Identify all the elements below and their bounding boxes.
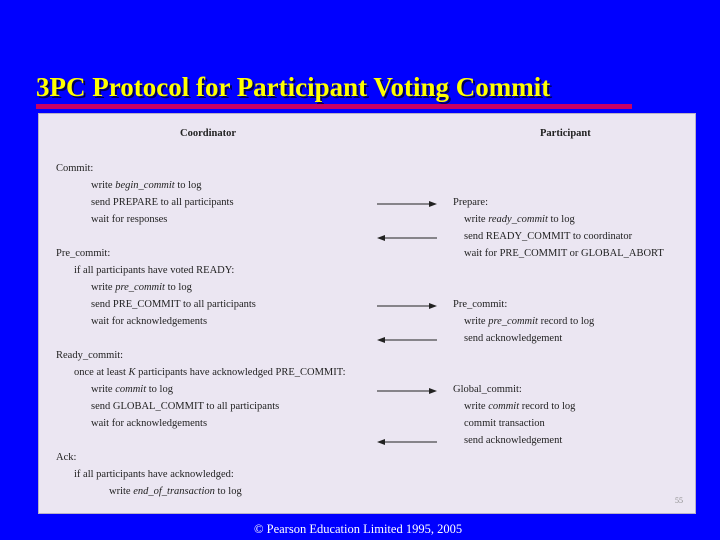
part-prepare-line-3: wait for PRE_COMMIT or GLOBAL_ABORT bbox=[464, 248, 664, 259]
arrow-precommit-ack-to-coordinator bbox=[377, 337, 437, 343]
part-globalcommit-line-2: commit transaction bbox=[464, 418, 545, 429]
title-underline bbox=[36, 104, 632, 109]
coord-precommit-line-3: wait for acknowledgements bbox=[91, 316, 208, 327]
coord-precommit-condition: if all participants have voted READY: bbox=[74, 265, 235, 276]
coord-commit-label: Commit: bbox=[56, 163, 94, 174]
slide-title: 3PC Protocol for Participant Voting Commit bbox=[36, 72, 551, 102]
coord-readycommit-line-3: wait for acknowledgements bbox=[91, 418, 208, 429]
protocol-diagram-panel bbox=[38, 113, 696, 514]
coord-ack-line-1: write end_of_transaction to log bbox=[109, 486, 242, 497]
arrow-precommit-to-participant bbox=[377, 303, 437, 309]
coord-ack-label: Ack: bbox=[56, 452, 77, 463]
coord-precommit-line-1: write pre_commit to log bbox=[91, 282, 192, 293]
part-prepare-label: Prepare: bbox=[453, 197, 488, 208]
part-precommit-line-1: write pre_commit record to log bbox=[464, 316, 595, 327]
part-precommit-label: Pre_commit: bbox=[453, 299, 508, 310]
coord-precommit-label: Pre_commit: bbox=[56, 248, 111, 259]
arrow-global-commit-to-participant bbox=[377, 388, 437, 394]
coord-commit-line-2: send PREPARE to all participants bbox=[91, 197, 234, 208]
arrow-prepare-to-participant bbox=[377, 201, 437, 207]
arrow-ready-to-coordinator bbox=[377, 235, 437, 241]
coord-readycommit-line-1: write commit to log bbox=[91, 384, 173, 395]
participant-header: Participant bbox=[540, 128, 591, 139]
part-globalcommit-line-1: write commit record to log bbox=[464, 401, 576, 412]
part-prepare-line-1: write ready_commit to log bbox=[464, 214, 575, 225]
coord-precommit-line-2: send PRE_COMMIT to all participants bbox=[91, 299, 256, 310]
coord-readycommit-condition: once at least K participants have acknowledged PRE_COMMIT: bbox=[74, 367, 346, 378]
coord-ack-condition: if all participants have acknowledged: bbox=[74, 469, 234, 480]
part-globalcommit-line-3: send acknowledgement bbox=[464, 435, 563, 446]
coord-readycommit-line-2: send GLOBAL_COMMIT to all participants bbox=[91, 401, 280, 412]
part-globalcommit-label: Global_commit: bbox=[453, 384, 522, 395]
slide-number: 55 bbox=[675, 496, 683, 505]
coordinator-header: Coordinator bbox=[180, 128, 236, 139]
coord-commit-line-3: wait for responses bbox=[91, 214, 168, 225]
coord-readycommit-label: Ready_commit: bbox=[56, 350, 124, 361]
part-prepare-line-2: send READY_COMMIT to coordinator bbox=[464, 231, 633, 242]
part-precommit-line-2: send acknowledgement bbox=[464, 333, 563, 344]
coord-commit-line-1: write begin_commit to log bbox=[91, 180, 202, 191]
copyright-footer: © Pearson Education Limited 1995, 2005 bbox=[254, 522, 463, 536]
arrow-commit-ack-to-coordinator bbox=[377, 439, 437, 445]
